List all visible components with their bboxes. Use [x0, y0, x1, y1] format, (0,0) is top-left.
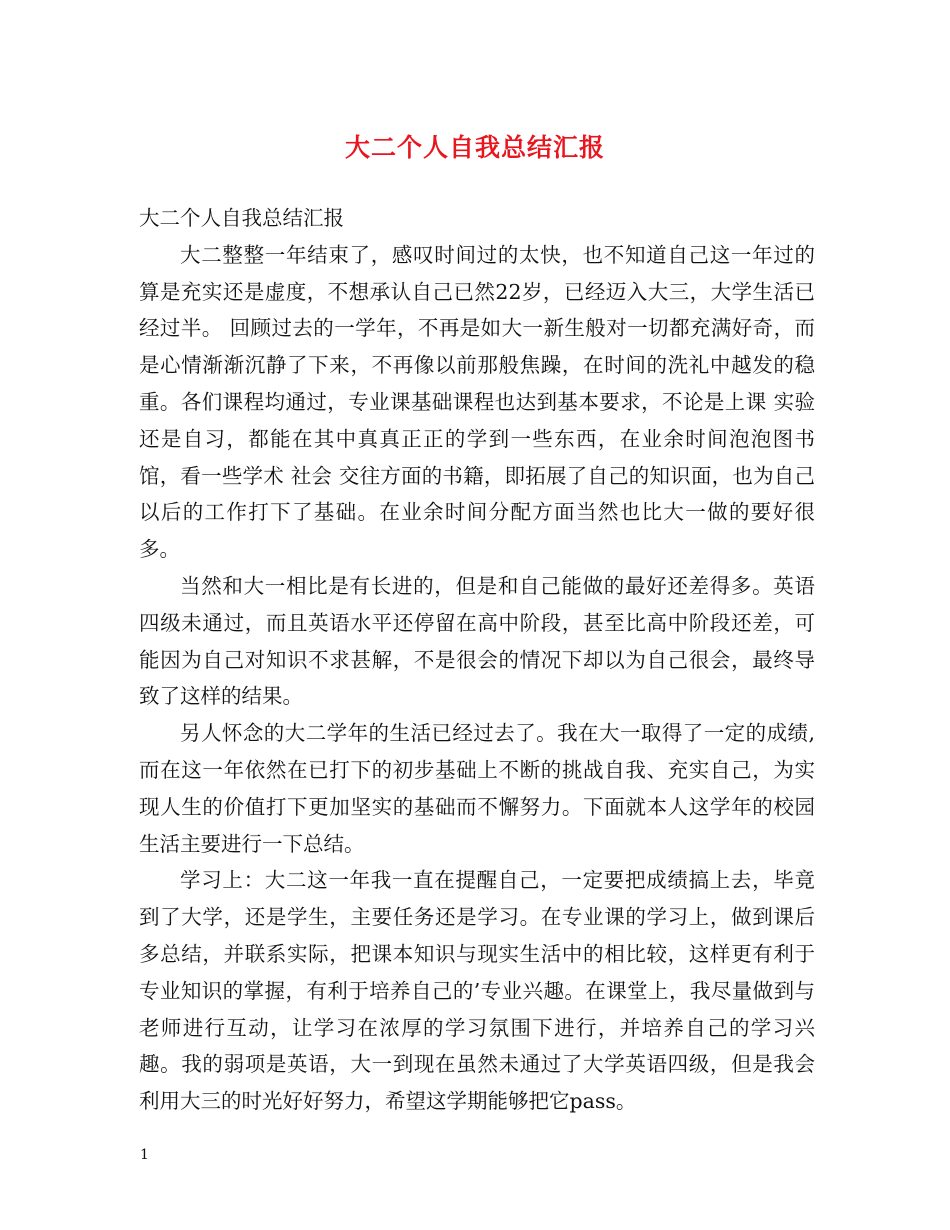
- paragraph-4: 学习上：大二这一年我一直在提醒自己，一定要把成绩搞上去，毕竟到了大学，还是学生，主要任务还是学习。在专业课的学习上，做到课后多总结，并联系实际，把课本知识与现实生活中的相比较，这样更有利于专业知识的掌握，有利于培养自己的’专业兴趣。在课堂上，我尽量做到与老师进行互动，让学习在浓厚的学习氛围下进行，并培养自己的学习兴趣。我的弱项是英语，大一到现在虽然未通过了大学英语四级，但是我会利用大三的时光好好努力，希望这学期能够把它pass。: [139, 868, 815, 1114]
- document-title: 大二个人自我总结汇报: [344, 133, 605, 162]
- paragraph-1: 大二整整一年结束了，感叹时间过的太快，也不知道自己这一年过的算是充实还是虚度，不想承认自己已然22岁，已经迈入大三，大学生活已经过半。 回顾过去的一学年，不再是如大一新生般对一切都充满好奇，而是心情渐渐沉静了下来，不再像以前那般焦躁，在时间的洗礼中越发的稳重。各们课程均通过，专业课基础课程也达到基本要求，不论是上课 实验还是自习，都能在其中真真正正的学到一些东西，在业余时间泡泡图书馆，看一些学术 社会 交往方面的书籍，即拓展了自己的知识面，也为自己以后的工作打下了基础。在业余时间分配方面当然也比大一做的要好很多。: [139, 242, 815, 562]
- paragraph-3: 另人怀念的大二学年的生活已经过去了。我在大一取得了一定的成绩,而在这一年依然在已打下的初步基础上不断的挑战自我、充实自己，为实现人生的价值打下更加坚实的基础而不懈努力。下面就本人这学年的校园生活主要进行一下总结。: [139, 721, 815, 856]
- document-subtitle: 大二个人自我总结汇报: [139, 206, 344, 230]
- paragraph-2: 当然和大一相比是有长进的，但是和自己能做的最好还差得多。英语四级未通过，而且英语水平还停留在高中阶段，甚至比高中阶段还差，可能因为自己对知识不求甚解，不是很会的情况下却以为自己很会，最终导致了这样的结果。: [139, 573, 815, 709]
- page-number: 1: [140, 1147, 149, 1163]
- document-body: [139, 200, 815, 1120]
